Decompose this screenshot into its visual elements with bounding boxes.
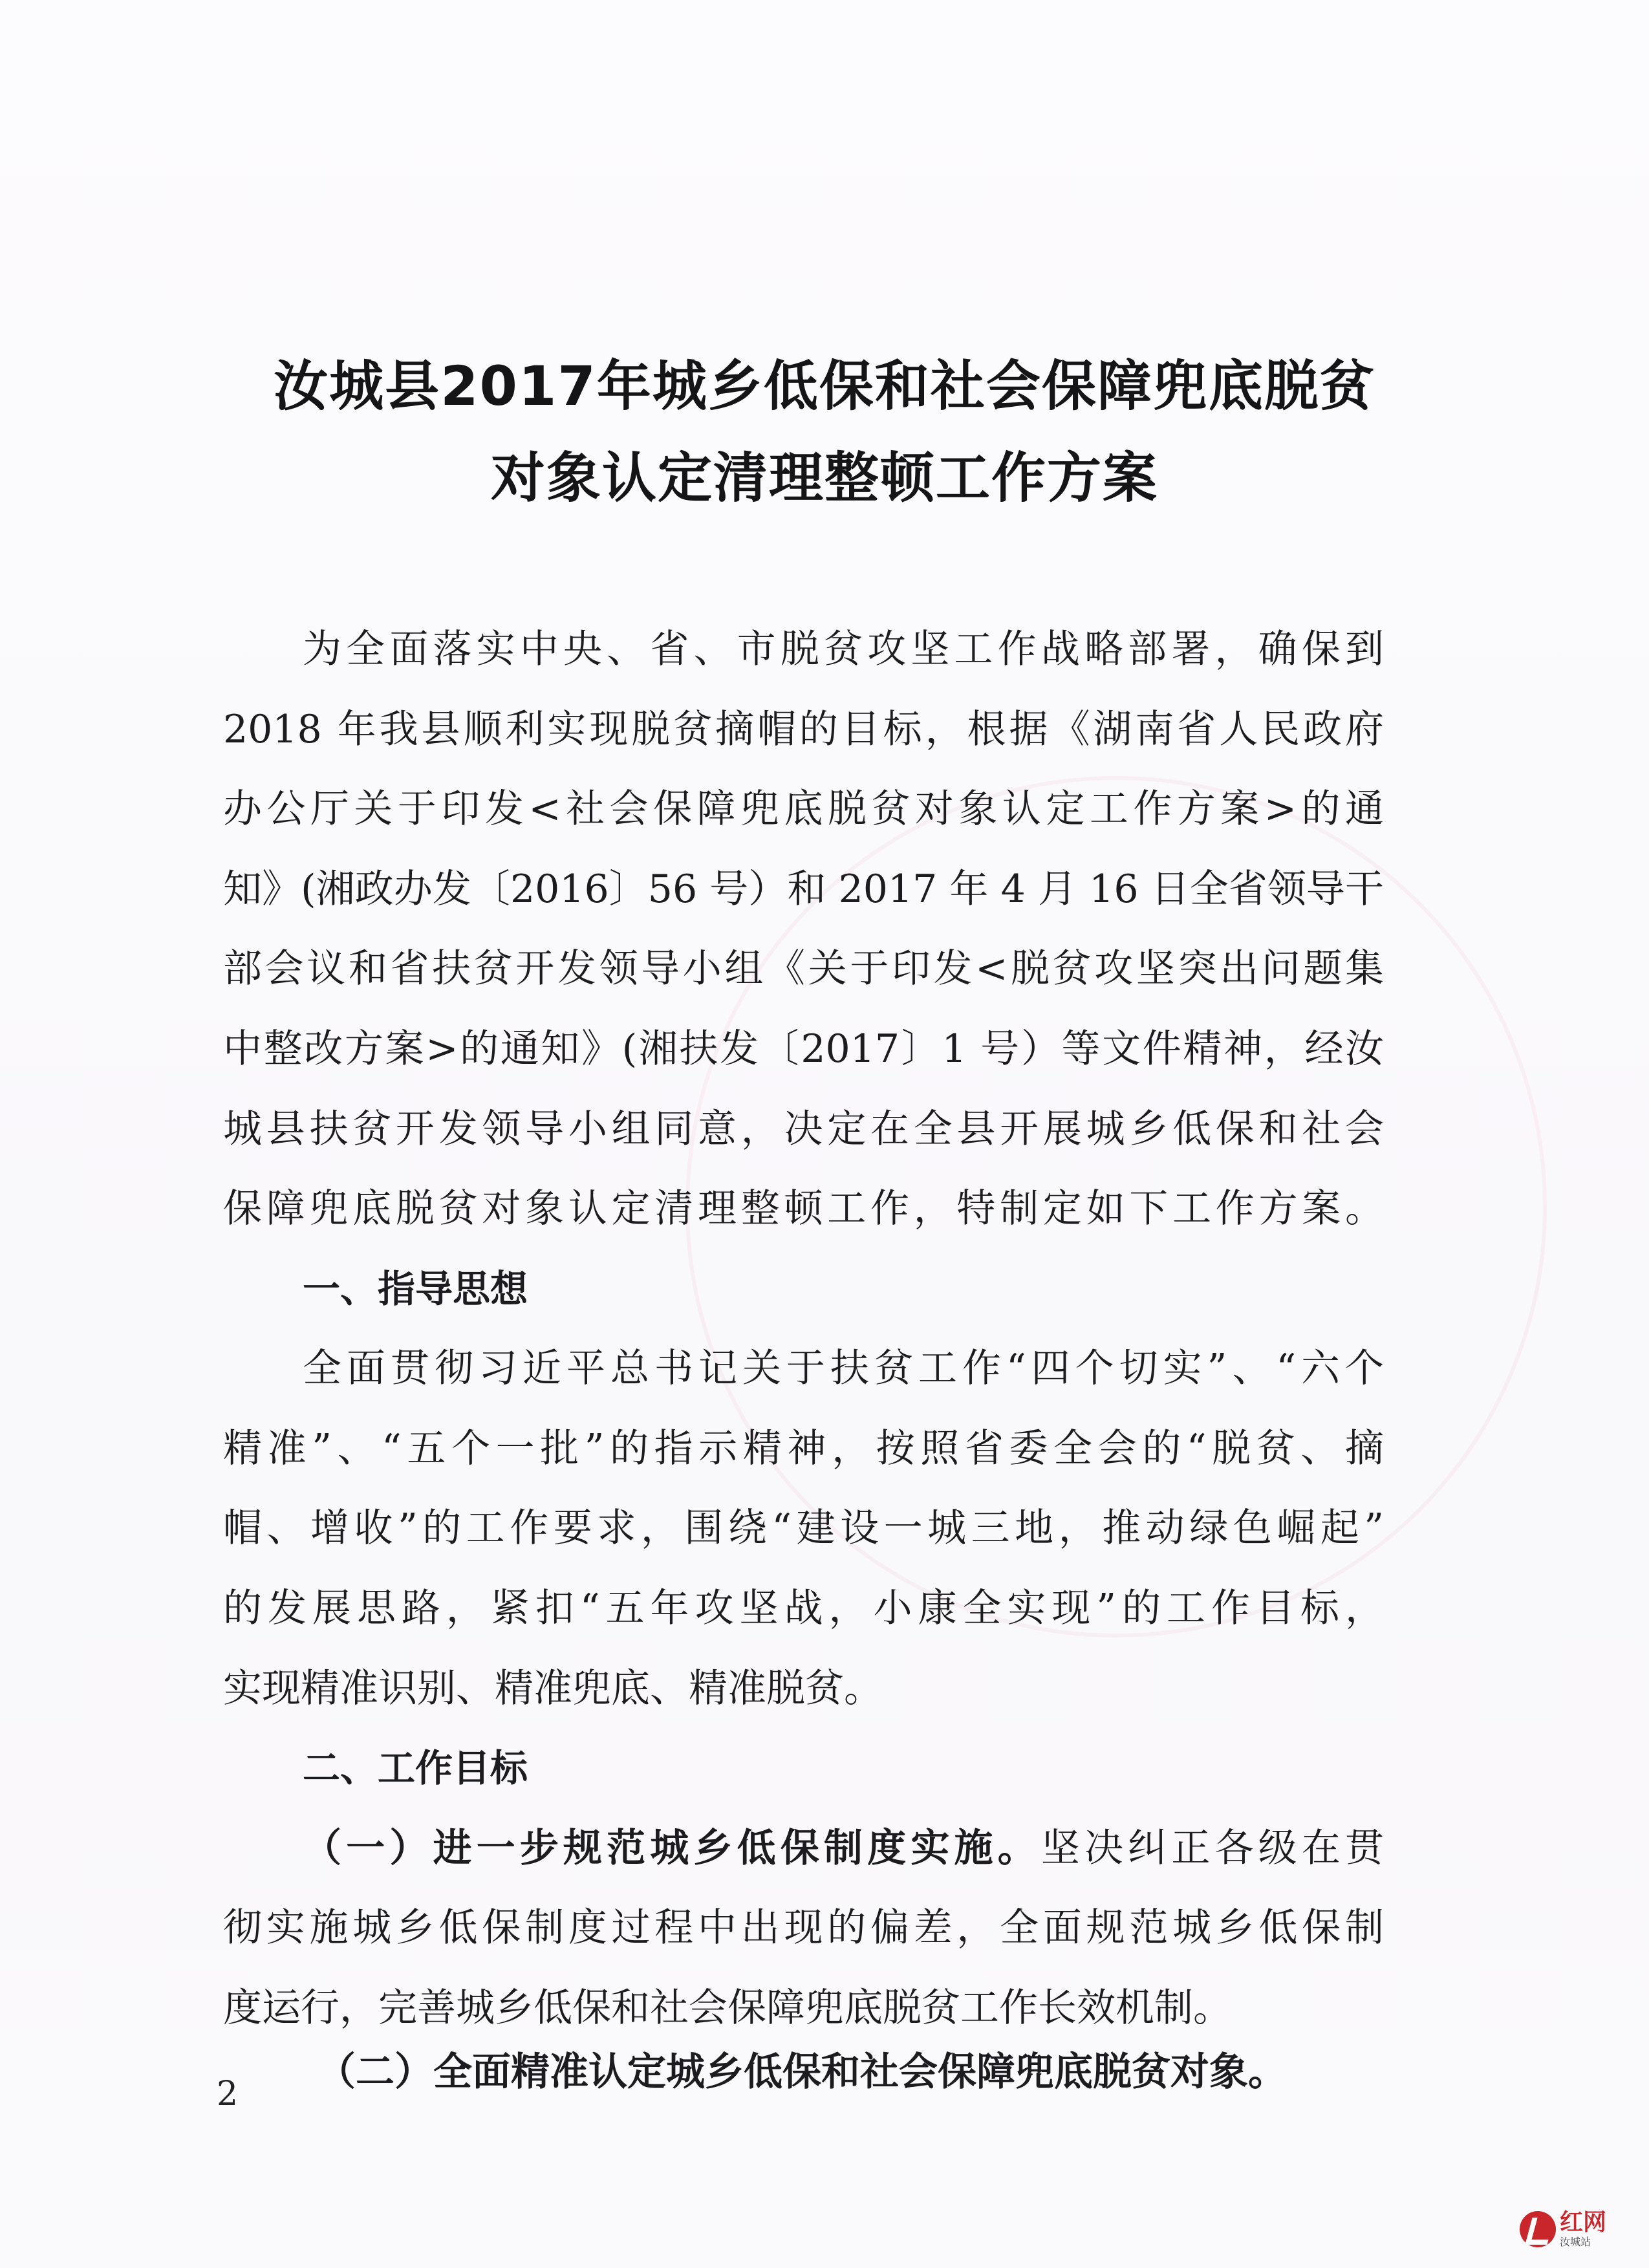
list-item-1-heading: （一）进一步规范城乡低保制度实施。 <box>303 1826 1041 1871</box>
paragraph-line: 彻实施城乡低保制度过程中出现的偏差，全面规范城乡低保制 <box>223 1905 1384 1950</box>
paragraph-line: 实现精准识别、精准兜底、精准脱贫。 <box>223 1666 883 1711</box>
site-watermark-logo <box>1520 2203 1630 2255</box>
paragraph-line: 2018 年我县顺利实现脱贫摘帽的目标，根据《湖南省人民政府 <box>223 707 1384 752</box>
paragraph-line: 精准”、“五个一批”的指示精神，按照省委全会的“脱贫、摘 <box>223 1426 1384 1471</box>
paragraph-line: 城县扶贫开发领导小组同意，决定在全县开展城乡低保和社会 <box>223 1107 1384 1152</box>
paragraph-line: 帽、增收”的工作要求，围绕“建设一城三地，推动绿色崛起” <box>223 1506 1384 1551</box>
paragraph-line: 部会议和省扶贫开发领导小组《关于印发<脱贫攻坚突出问题集 <box>223 946 1384 991</box>
watermark-brand: 红网 <box>1560 2209 1607 2236</box>
brand-logo-icon <box>1520 2211 1556 2247</box>
document-title-line-1: 汝城县2017年城乡低保和社会保障兜底脱贫 <box>274 354 1375 418</box>
paragraph-line: 的发展思路，紧扣“五年攻坚战，小康全实现”的工作目标， <box>223 1586 1384 1631</box>
section-heading-work-goals: 二、工作目标 <box>303 1746 528 1790</box>
paragraph-line: 办公厅关于印发<社会保障兜底脱贫对象认定工作方案>的通 <box>223 786 1384 832</box>
list-item-2-heading: （二）全面精准认定城乡低保和社会保障兜底脱贫对象。 <box>317 2049 1287 2095</box>
watermark-sub: 汝城站 <box>1560 2236 1591 2248</box>
document-title-line-2: 对象认定清理整顿工作方案 <box>490 446 1158 510</box>
list-item-1-text: 坚决纠正各级在贯 <box>1040 1826 1385 1871</box>
paragraph-line: 全面贯彻习近平总书记关于扶贫工作“四个切实”、“六个 <box>303 1346 1384 1391</box>
paragraph-line: 度运行，完善城乡低保和社会保障兜底脱贫工作长效机制。 <box>223 1985 1232 2031</box>
paragraph-line: 保障兜底脱贫对象认定清理整顿工作，特制定如下工作方案。 <box>223 1186 1384 1231</box>
paragraph-line: 知》(湘政办发〔2016〕56 号）和 2017 年 4 月 16 日全省领导干 <box>223 867 1384 912</box>
paragraph-line: 为全面落实中央、省、市脱贫攻坚工作战略部署，确保到 <box>303 627 1384 672</box>
section-heading-guiding-thought: 一、指导思想 <box>303 1267 528 1311</box>
paragraph-line: 中整改方案>的通知》(湘扶发〔2017〕1 号）等文件精神，经汝 <box>223 1026 1384 1072</box>
page-number: 2 <box>217 2075 239 2113</box>
list-item-1-first-line <box>303 1825 1384 1872</box>
